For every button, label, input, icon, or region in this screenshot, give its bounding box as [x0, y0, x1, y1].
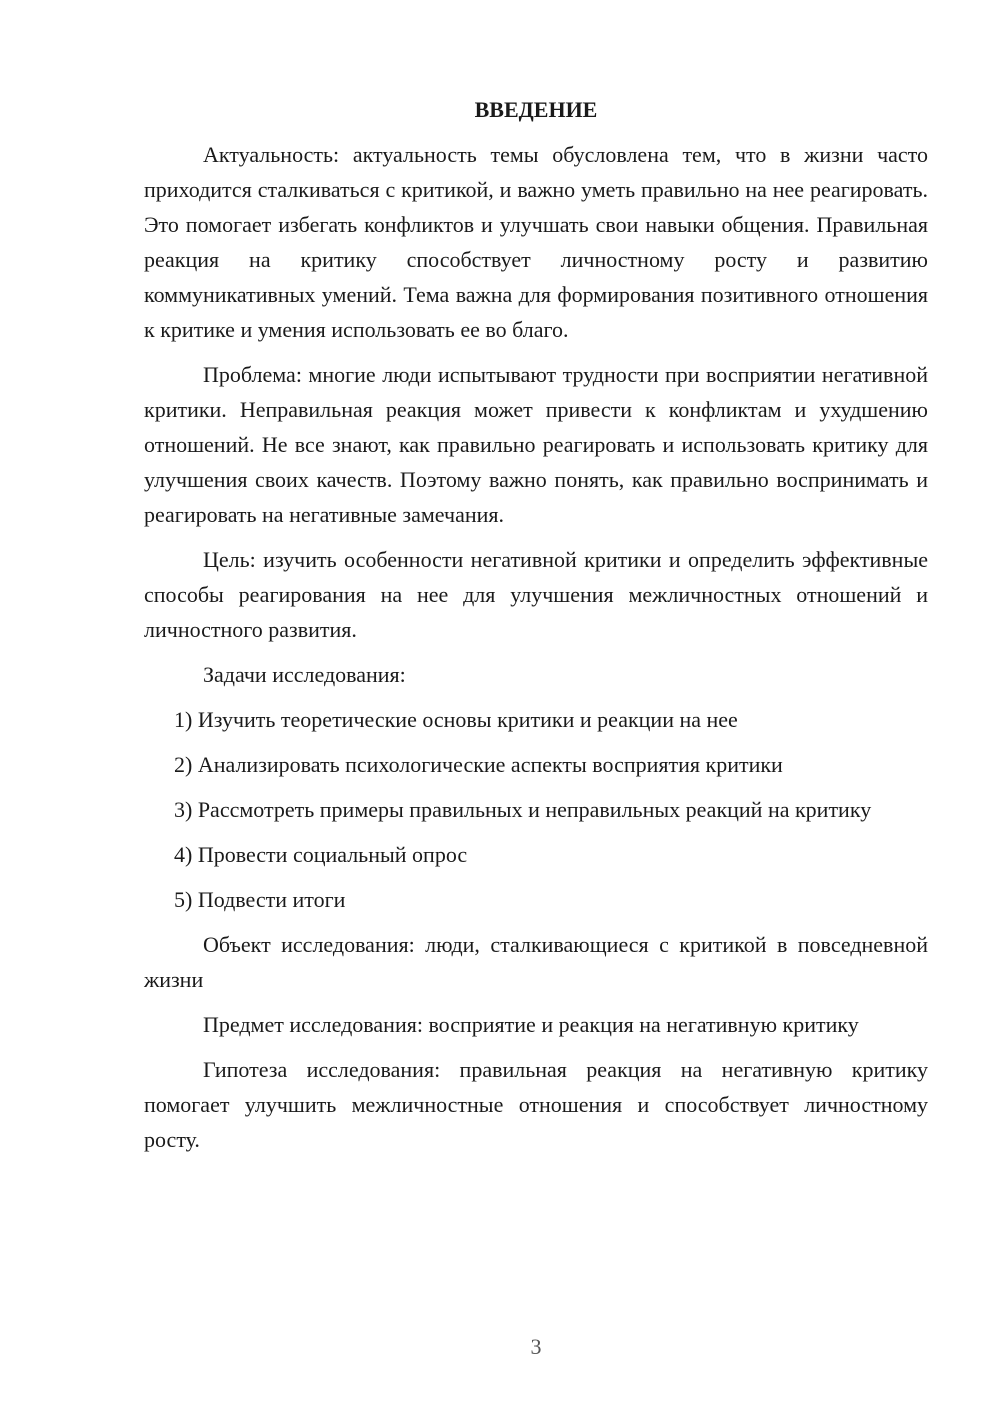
section-title: ВВЕДЕНИЕ — [474, 97, 598, 122]
relevance-paragraph: Актуальность: актуальность темы обусловлена тем, что в жизни часто приходится сталкиваться с критикой, и важно уметь правильно на нее реагировать. Это помогает избегать конфликтов и улучшать свои навыки общения. Правильная реакция на критику способствует личностному росту и развитию коммуникативных умений. Тема важна для формирования позитивного отношения к критике и умения использовать ее во благо. — [144, 142, 928, 342]
problem-paragraph: Проблема: многие люди испытывают трудности при восприятии негативной критики. Неправильная реакция может привести к конфликтам и ухудшению отношений. Не все знают, как правильно реагировать и использовать критику для улучшения своих качеств. Поэтому важно понять, как правильно воспринимать и реагировать на негативные замечания. — [144, 362, 928, 527]
task-item: 3) Рассмотреть примеры правильных и неправильных реакций на критику — [174, 797, 872, 822]
tasks-heading: Задачи исследования: — [203, 662, 406, 687]
subject-paragraph: Предмет исследования: восприятие и реакция на негативную критику — [203, 1012, 859, 1037]
object-paragraph: Объект исследования: люди, сталкивающиеся с критикой в повседневной жизни — [144, 932, 928, 992]
task-item: 1) Изучить теоретические основы критики и реакции на нее — [174, 707, 738, 732]
hypothesis-paragraph: Гипотеза исследования: правильная реакция на негативную критику помогает улучшить межличностные отношения и способствует личностному росту. — [144, 1057, 928, 1152]
page-number: 3 — [530, 1334, 542, 1359]
goal-paragraph: Цель: изучить особенности негативной критики и определить эффективные способы реагирования на нее для улучшения межличностных отношений и личностного развития. — [144, 547, 928, 642]
page-content — [144, 92, 928, 1167]
task-item: 5) Подвести итоги — [174, 887, 346, 912]
task-item: 4) Провести социальный опрос — [174, 842, 468, 867]
task-item: 2) Анализировать психологические аспекты восприятия критики — [174, 752, 783, 777]
